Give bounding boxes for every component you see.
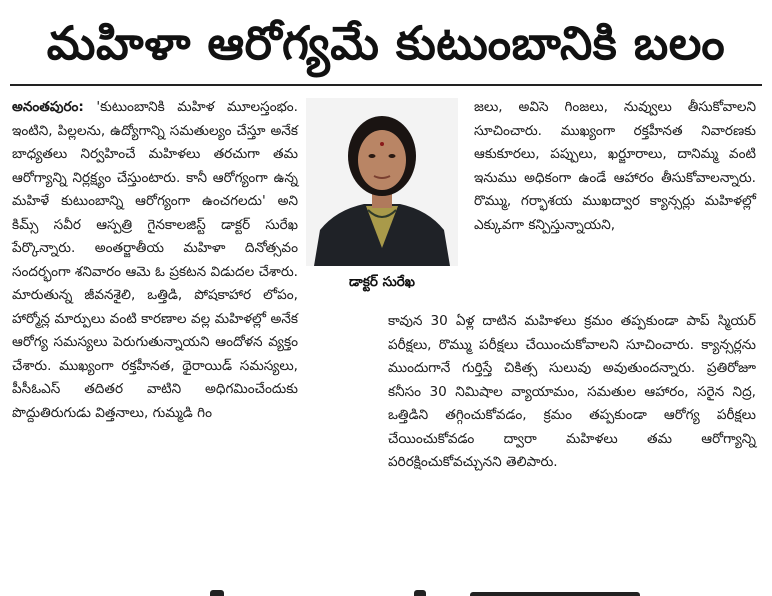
article-column-left: [12, 96, 298, 425]
cropped-text-fragment: [470, 592, 640, 596]
article-column-wide: కావున 30 ఏళ్ల దాటిన మహిళలు క్రమం తప్పకుండా పాప్ స్మియర్ పరీక్షలు, రొమ్ము పరీక్షలు చేయించుకోవాలని సూచించారు. క్యాన్సర్లను ముందుగానే గుర్తిస్తే చికిత్స సులువు అవుతుందన్నారు. ప్రతిరోజూ కనీసం 30 నిమిషాల వ్యాయామం, సమతుల ఆహారం, సరైన నిద్ర, ఒత్తిడిని తగ్గించుకోవడం, క్రమం తప్పకుండా ఆరోగ్య పరీక్షలు చేయించుకోవడం ద్వారా మహిళలు తమ ఆరోగ్యాన్ని పరిరక్షించుకోవచ్చునని తెలిపారు.: [388, 313, 756, 470]
dateline: అనంతపురం:: [12, 99, 84, 115]
headline-divider: [10, 84, 762, 86]
cropped-text-fragment: [210, 590, 224, 596]
headline: మహిళా ఆరోగ్యమే కుటుంబానికి బలం: [46, 16, 726, 70]
portrait-photo-icon: [306, 98, 458, 266]
next-article-edge: [0, 582, 772, 596]
cropped-text-fragment: [414, 590, 426, 596]
portrait-photo: [306, 98, 458, 266]
article-column-right: జలు, అవిసె గింజలు, నువ్వులు తీసుకోవాలని సూచించారు. ముఖ్యంగా రక్తహీనత నివారణకు ఆకుకూరలు, పప్పులు, ఖర్జూరాలు, దానిమ్మ వంటి ఇనుము అధికంగా ఉండే ఆహారం తీసుకోవాలన్నారు. రొమ్ము, గర్భాశయ ముఖద్వార క్యాన్సర్లు మహిళల్లో ఎక్కువగా కన్పిస్తున్నాయని,: [474, 99, 756, 233]
article-text-left: 'కుటుంబానికి మహిళ మూలస్తంభం. ఇంటిని, పిల్లలను, ఉద్యోగాన్ని సమతుల్యం చేస్తూ అనేక బాధ్యతలు నిర్వహించే మహిళలు తరచుగా తమ ఆరోగ్యాన్ని నిర్లక్ష్యం చేస్తుంటారు. కానీ ఆరోగ్యంగా ఉన్న మహిళే కుటుంబాన్ని ఆరోగ్యంగా ఉంచగలదు' అని కిమ్స్ సవీర ఆస్పత్రి గైనకాలజిస్ట్ డాక్టర్ సురేఖ పేర్కొన్నారు. అంతర్జాతీయ మహిళా దినోత్సవం సందర్భంగా శనివారం ఆమె ఓ ప్రకటన విడుదల చేశారు. మారుతున్న జీవనశైలి, ఒత్తిడి, పోషకాహార లోపం, హార్మోన్ల మార్పులు వంటి కారణాల వల్ల మహిళల్లో అనేక ఆరోగ్య సమస్యలు పెరుగుతున్నాయని ఆందోళన వ్యక్తం చేశారు. ముఖ్యంగా రక్తహీనత, థైరాయిడ్ సమస్యలు, పీసీఓఎస్ తదితర వాటిని అధిగమించేందుకు పొద్దుతిరుగుడు విత్తనాలు, గుమ్మడి గిం: [12, 99, 298, 421]
photo-caption: డాక్టర్ సురేఖ: [349, 274, 415, 290]
